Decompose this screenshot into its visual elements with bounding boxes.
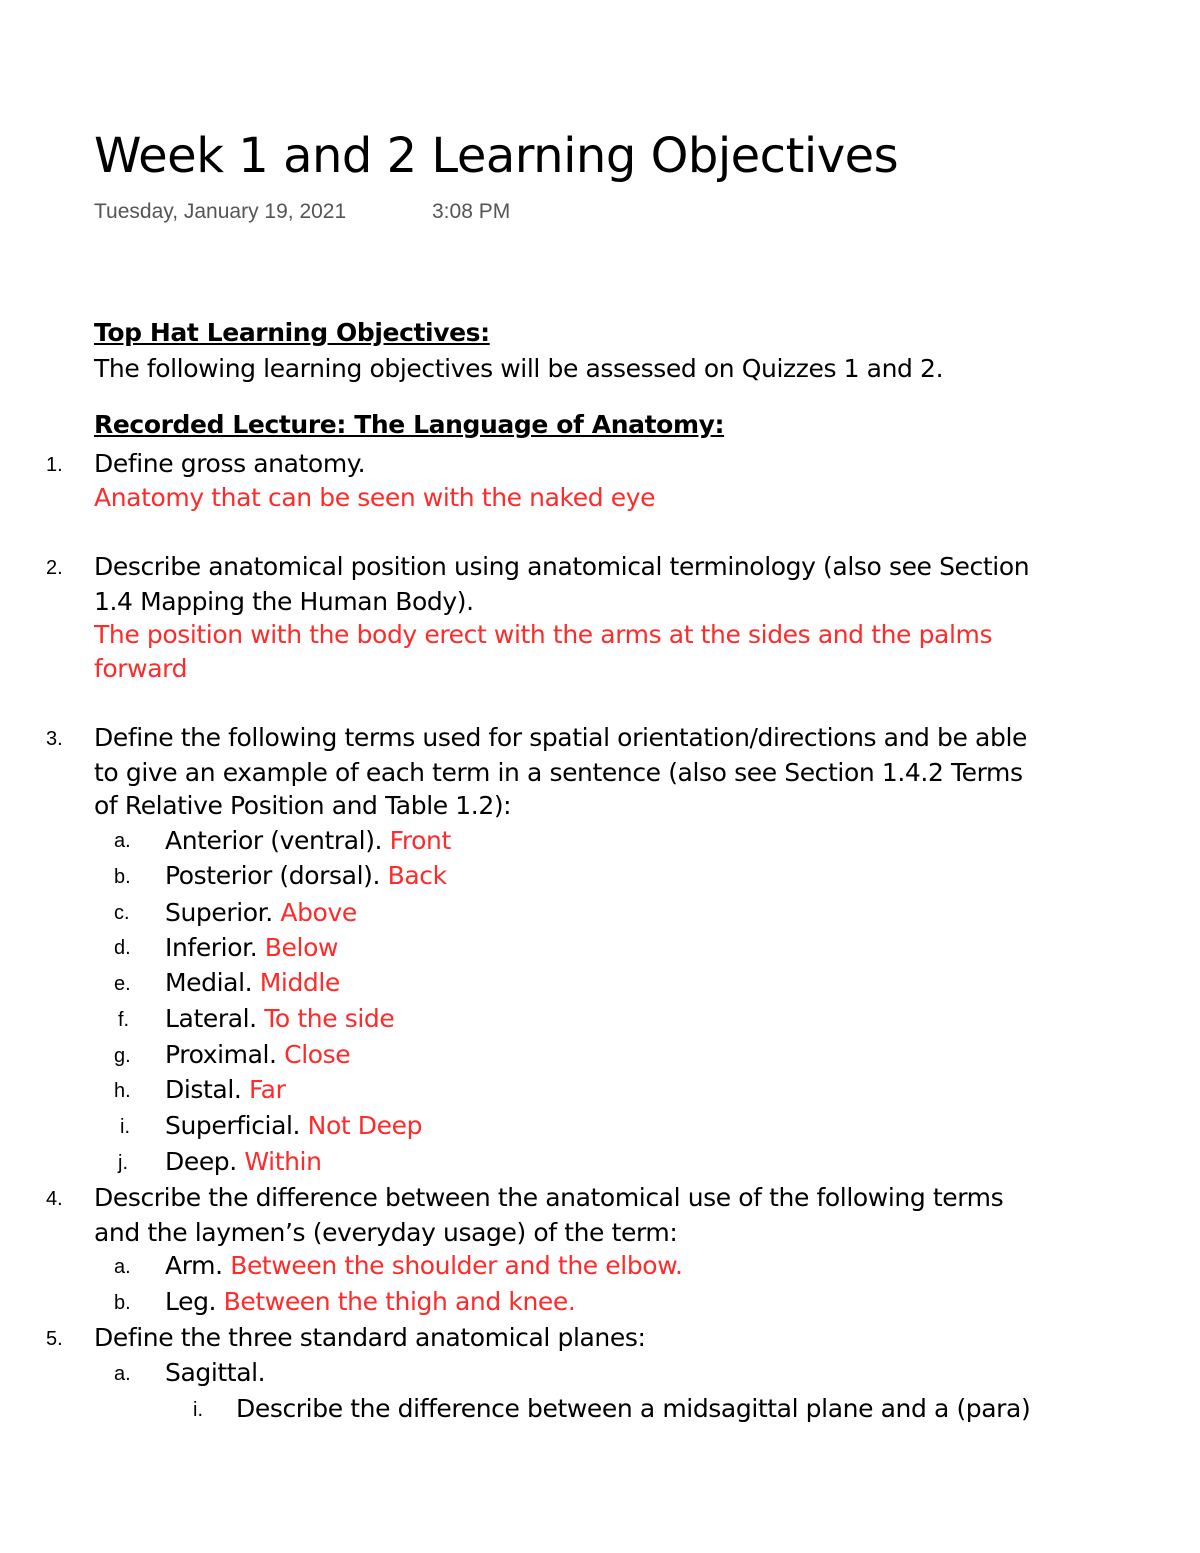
objective-text: of Relative Position and Table 1.2):	[94, 791, 512, 820]
sub-item	[165, 968, 340, 997]
item-number: 4.	[46, 1188, 63, 1210]
objective-text: Define the three standard anatomical planes:	[94, 1323, 646, 1352]
term-text: Medial.	[165, 968, 253, 997]
sub-item	[165, 1251, 683, 1280]
top-hat-heading: Top Hat Learning Objectives:	[94, 318, 490, 347]
sub-item	[165, 1040, 350, 1069]
sub-letter: a.	[114, 830, 131, 852]
sub-letter: e.	[114, 973, 131, 995]
note-date: Tuesday, January 19, 2021	[94, 200, 347, 223]
answer-text: Close	[284, 1040, 351, 1069]
sub-letter: c.	[114, 902, 130, 924]
answer-text: The position with the body erect with the arms at the sides and the palms	[94, 620, 993, 649]
answer-text: Within	[244, 1147, 322, 1176]
answer-text: Between the thigh and knee.	[223, 1287, 576, 1316]
term-text: Distal.	[165, 1075, 242, 1104]
answer-text: Far	[248, 1075, 286, 1104]
sub-letter: g.	[114, 1045, 131, 1067]
sub-letter: a.	[114, 1256, 131, 1278]
term-text: Sagittal.	[165, 1358, 266, 1387]
term-text: Deep.	[165, 1147, 237, 1176]
sub-item	[165, 1358, 265, 1387]
sub-item	[165, 826, 451, 855]
term-text: Arm.	[165, 1251, 223, 1280]
sub-item	[165, 1075, 285, 1104]
objective-text: Describe the difference between the anatomical use of the following terms	[94, 1183, 1004, 1212]
answer-text: To the side	[264, 1004, 395, 1033]
item-number: 3.	[46, 728, 63, 750]
objective-text: Define gross anatomy.	[94, 449, 366, 478]
subsub-numeral: i.	[193, 1399, 203, 1421]
sub-letter: d.	[114, 937, 131, 959]
sub-item	[165, 1147, 322, 1176]
lecture-heading: Recorded Lecture: The Language of Anatomy:	[94, 410, 725, 439]
sub-item	[165, 861, 447, 890]
objective-text: Define the following terms used for spatial orientation/directions and be able	[94, 723, 1027, 752]
answer-text: Not Deep	[307, 1111, 423, 1140]
sub-item	[165, 898, 357, 927]
answer-text: forward	[94, 654, 188, 683]
answer-text: Above	[280, 898, 357, 927]
item-number: 1.	[46, 454, 63, 476]
answer-text: Middle	[259, 968, 340, 997]
sub-letter: f.	[118, 1009, 130, 1031]
answer-text: Between the shoulder and the elbow.	[230, 1251, 683, 1280]
answer-text: Anatomy that can be seen with the naked eye	[94, 483, 656, 512]
item-number: 5.	[46, 1328, 63, 1350]
sub-letter: i.	[120, 1116, 130, 1138]
answer-text: Front	[389, 826, 451, 855]
term-text: Superficial.	[165, 1111, 301, 1140]
objective-text: Describe anatomical position using anatomical terminology (also see Section	[94, 552, 1030, 581]
term-text: Proximal.	[165, 1040, 277, 1069]
sub-letter: a.	[114, 1363, 131, 1385]
answer-text: Back	[387, 861, 447, 890]
top-hat-text: The following learning objectives will be assessed on Quizzes 1 and 2.	[94, 354, 944, 383]
sub-letter: b.	[114, 866, 131, 888]
page-bottom-mask	[0, 1440, 1200, 1553]
sub-letter: j.	[118, 1152, 128, 1174]
term-text: Posterior (dorsal).	[165, 861, 381, 890]
term-text: Leg.	[165, 1287, 217, 1316]
item-number: 2.	[46, 557, 63, 579]
sub-item	[165, 1287, 575, 1316]
page-title: Week 1 and 2 Learning Objectives	[94, 128, 899, 184]
sub-item	[165, 933, 338, 962]
term-text: Inferior.	[165, 933, 258, 962]
objective-text: to give an example of each term in a sentence (also see Section 1.4.2 Terms	[94, 758, 1023, 787]
objective-text: and the laymen’s (everyday usage) of the term:	[94, 1218, 678, 1247]
objective-text: 1.4 Mapping the Human Body).	[94, 587, 474, 616]
term-text: Superior.	[165, 898, 273, 927]
subsub-text: Describe the difference between a midsagittal plane and a (para)	[236, 1394, 1031, 1423]
term-text: Anterior (ventral).	[165, 826, 383, 855]
sub-letter: b.	[114, 1292, 131, 1314]
sub-item	[165, 1004, 394, 1033]
term-text: Lateral.	[165, 1004, 257, 1033]
sub-letter: h.	[114, 1080, 131, 1102]
answer-text: Below	[264, 933, 339, 962]
note-time: 3:08 PM	[432, 200, 511, 223]
sub-item	[165, 1111, 422, 1140]
